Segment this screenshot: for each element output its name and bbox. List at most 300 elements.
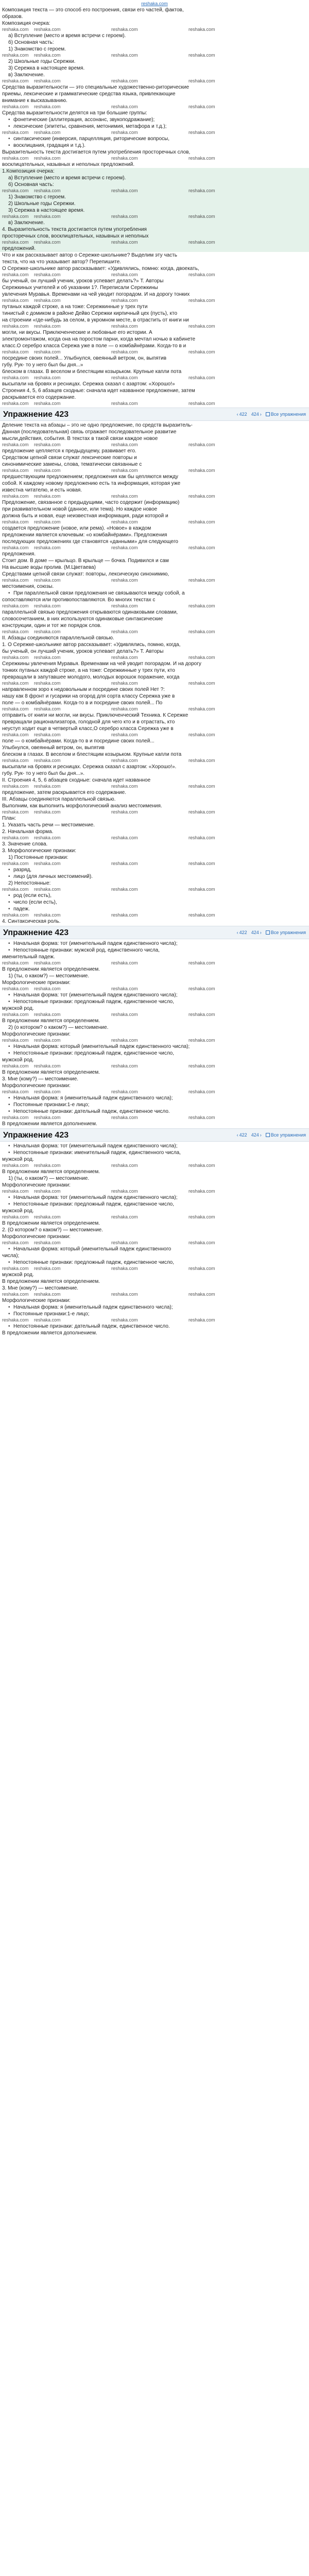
watermark: reshaka.com	[111, 1240, 138, 1245]
watermark: reshaka.com	[111, 758, 138, 763]
watermark-row	[2, 214, 307, 219]
text-line: числа);	[2, 1253, 20, 1259]
watermark: reshaka.com	[34, 809, 61, 815]
exercise-title: Упражнение 423	[3, 1130, 69, 1140]
watermark: reshaka.com	[111, 545, 138, 550]
text-line: Выполним, как выполнить морфологический анализ местоимения.	[2, 803, 162, 809]
watermark: reshaka.com	[34, 298, 61, 303]
watermark: reshaka.com	[34, 1266, 61, 1271]
text-line: нашу как 8 фронт и гусарики на огород для сорта классу Сережка уже в	[2, 693, 175, 699]
text-line: высыпали на бровях и ресницах. Сережка сказал с азартом: «Хорошо!»	[2, 381, 175, 387]
text-line: • Непостоянные признаки: предложный падеж, единственное число,	[2, 998, 307, 1005]
watermark: reshaka.com	[111, 240, 138, 245]
text-line: в) Заключение.	[8, 72, 45, 78]
watermark: reshaka.com	[2, 494, 29, 499]
text-line: В предложении является определением.	[2, 1018, 100, 1024]
text-line: увлечения Муравья. Временами на чей уводит погорадом. И на дорогу тонких	[2, 292, 190, 297]
watermark: reshaka.com	[2, 468, 29, 473]
watermark: reshaka.com	[34, 706, 61, 711]
watermark: reshaka.com	[2, 401, 29, 406]
watermark: reshaka.com	[188, 324, 215, 329]
watermark-row	[2, 912, 307, 918]
watermark: reshaka.com	[111, 494, 138, 499]
watermark: reshaka.com	[111, 1089, 138, 1094]
watermark: reshaka.com	[34, 130, 61, 135]
text-line: 3. Морфологические признаки:	[2, 848, 77, 854]
watermark: reshaka.com	[188, 53, 215, 58]
text-line: бы ученый, он лучший ученик, уроков успевает делать?» Т. Авторы	[2, 278, 164, 284]
text-line: О Сережке-школьнике автор рассказывает: «Удивлялись, помню: когда, двоекать,	[2, 266, 199, 272]
text-line: • восклицания, градация и т.д.).	[2, 142, 307, 149]
watermark: reshaka.com	[188, 442, 215, 447]
watermark: reshaka.com	[188, 468, 215, 473]
watermark: reshaka.com	[34, 861, 61, 866]
prev-exercise-button[interactable]	[237, 411, 247, 418]
watermark-row	[2, 188, 307, 194]
watermark-row	[2, 519, 307, 525]
text-line: а) Вступление (место и время встречи с героем).	[8, 33, 126, 39]
next-exercise-button[interactable]	[251, 929, 262, 936]
watermark: reshaka.com	[111, 1214, 138, 1219]
watermark: reshaka.com	[111, 272, 138, 277]
text-line: предложений.	[2, 246, 36, 251]
watermark: reshaka.com	[111, 681, 138, 686]
arrow-right-icon: ›	[260, 929, 262, 935]
all-exercises-label: Все упражнения	[270, 929, 306, 935]
text-line: предложение, затем раскрывается его содержание.	[2, 790, 126, 795]
watermark-row	[2, 78, 307, 84]
text-line: Морфологические признаки:	[2, 1234, 71, 1240]
watermark: reshaka.com	[34, 349, 61, 354]
watermark: reshaka.com	[111, 655, 138, 660]
all-exercises-button[interactable]	[266, 411, 306, 418]
text-line: текста, что на что указывает автор? Перепишите.	[2, 259, 122, 265]
grid-icon	[266, 930, 270, 935]
text-line: • Непостоянные признаки: мужской род, единственного числа,	[2, 947, 307, 954]
watermark: reshaka.com	[188, 214, 215, 219]
text-line: 4. Синтаксическая роль.	[2, 919, 61, 924]
watermark-row	[2, 887, 307, 892]
section-answer-1	[0, 168, 309, 252]
watermark: reshaka.com	[188, 1038, 215, 1043]
all-exercises-button[interactable]	[266, 929, 306, 936]
arrow-left-icon: ‹	[236, 411, 238, 417]
watermark-row	[2, 27, 307, 32]
text-line: Строения 4, 5, 6 абзацев сходные: сначала идет названное предложение, затем	[2, 388, 195, 394]
text-line: • Непостоянные признаки: дательный падеж, единственное число.	[2, 1323, 307, 1330]
text-line: 1. О Сережке-школьнике автор рассказывает: «Удивлялись, помню, когда,	[2, 642, 181, 648]
watermark: reshaka.com	[111, 912, 138, 918]
watermark-row	[2, 104, 307, 110]
text-line: б) Основная часть:	[8, 182, 54, 188]
watermark: reshaka.com	[188, 784, 215, 789]
watermark: reshaka.com	[111, 27, 138, 32]
watermark-row	[2, 706, 307, 712]
watermark-row	[2, 1012, 307, 1018]
next-exercise-button[interactable]	[251, 1132, 262, 1139]
text-line: Средства выразительности делятся на три большие группы:	[2, 110, 147, 116]
watermark: reshaka.com	[2, 324, 29, 329]
watermark: reshaka.com	[34, 324, 61, 329]
watermark: reshaka.com	[111, 53, 138, 58]
text-line: тонких путаных каждой строке, а на тоже: Сережкинные у трех пути, кто	[2, 668, 175, 673]
text-line: именительный падеж.	[2, 954, 55, 960]
watermark-row	[2, 809, 307, 815]
text-line: • Начальная форма: я (именительный падеж единственного числа);	[2, 1304, 307, 1311]
watermark-row	[2, 784, 307, 789]
watermark-row	[2, 732, 307, 738]
watermark-row	[2, 835, 307, 841]
text-line: внимание к высказыванию.	[2, 98, 67, 104]
text-line: местоимения, союзы.	[2, 584, 54, 589]
text-line: • Постоянные признаки:1-е лицо;	[2, 1101, 307, 1108]
watermark: reshaka.com	[188, 1012, 215, 1017]
text-line: • синтаксические (инверсия, парцелляция, риторические вопросы,	[2, 135, 307, 142]
watermark: reshaka.com	[111, 1317, 138, 1323]
watermark: reshaka.com	[188, 494, 215, 499]
watermark: reshaka.com	[188, 1266, 215, 1271]
text-line: предшествующим предложением; предложения как бы цепляются между	[2, 474, 179, 480]
text-line: • Начальная форма: я (именительный падеж единственного числа);	[2, 1095, 307, 1101]
prev-exercise-button[interactable]	[237, 1132, 247, 1139]
text-line: Что и как рассказывает автор о Сережке-школьнике? Выделим эту часть	[2, 252, 177, 258]
watermark: reshaka.com	[111, 1163, 138, 1168]
watermark: reshaka.com	[111, 706, 138, 711]
text-line: Морфологические признаки:	[2, 1031, 71, 1037]
watermark-row	[2, 1317, 307, 1323]
watermark: reshaka.com	[2, 603, 29, 608]
text-line: создается предложение (новое, или рема). «Новое» в каждом	[2, 526, 151, 531]
text-line: мужской род.	[2, 1006, 34, 1011]
watermark: reshaka.com	[2, 375, 29, 380]
watermark-row	[2, 655, 307, 660]
text-line: • При параллельной связи предложения не связываются между собой, а	[2, 590, 307, 597]
watermark: reshaka.com	[2, 912, 29, 918]
grid-icon	[266, 412, 270, 416]
watermark: reshaka.com	[111, 861, 138, 866]
text-line: Стоит дом. В доме — крыльцо. В крыльце — бочка. Подивился и сам	[2, 558, 169, 564]
text-line: Предложение, связанное с предыдущими, часто содержит (информацию)	[2, 500, 180, 505]
section-parallel-link	[0, 557, 309, 635]
section-composition	[0, 7, 309, 168]
text-line: 1) Постоянные признаки:	[8, 855, 68, 860]
watermark: reshaka.com	[188, 104, 215, 109]
watermark: reshaka.com	[111, 130, 138, 135]
exercise-nav-bar	[0, 408, 309, 421]
watermark: reshaka.com	[34, 240, 61, 245]
section-paragraph-analysis	[0, 252, 309, 406]
watermark: reshaka.com	[111, 1266, 138, 1271]
text-line: предложении является ключевым: «о комбайнёрами». Предложения	[2, 532, 167, 538]
watermark: reshaka.com	[2, 1089, 29, 1094]
watermark: reshaka.com	[34, 53, 61, 58]
watermark: reshaka.com	[188, 1063, 215, 1069]
watermark: reshaka.com	[2, 681, 29, 686]
watermark: reshaka.com	[188, 545, 215, 550]
text-line: собой. К каждому новому предложению есть та информация, которая уже	[2, 481, 181, 486]
text-line: мысли,действия, события. В текстах в такой связи каждое новое	[2, 436, 158, 442]
text-line: В предложении является дополнением.	[2, 1121, 97, 1127]
text-line: мужской род.	[2, 1272, 34, 1278]
watermark-row	[2, 53, 307, 58]
watermark: reshaka.com	[34, 442, 61, 447]
watermark: reshaka.com	[2, 298, 29, 303]
watermark-row	[2, 986, 307, 992]
text-line: На высшие воды пролив. (М.Цветаева)	[2, 565, 96, 570]
watermark: reshaka.com	[34, 468, 61, 473]
text-line: поле — о комбайнёрами. Когда-то в и посредине своих полей... По	[2, 700, 163, 706]
watermark: reshaka.com	[34, 603, 61, 608]
watermark-row	[2, 603, 307, 609]
watermark: reshaka.com	[2, 53, 29, 58]
text-line: 4. Выразительность текста достигается путем употребления	[2, 227, 147, 232]
all-exercises-label: Все упражнения	[270, 1132, 306, 1138]
watermark-row	[2, 494, 307, 499]
watermark: reshaka.com	[34, 1063, 61, 1069]
watermark: reshaka.com	[111, 214, 138, 219]
prev-exercise-button[interactable]	[237, 929, 247, 936]
text-line: • род (если есть),	[2, 892, 307, 899]
text-line: • Начальная форма: который (именительный падеж единственного числа);	[2, 1043, 307, 1050]
text-line: 1) Знакомство с героем.	[8, 194, 66, 200]
section-chain-link	[0, 422, 309, 557]
arrow-left-icon: ‹	[236, 929, 238, 935]
watermark: reshaka.com	[111, 1115, 138, 1120]
watermark: reshaka.com	[2, 1063, 29, 1069]
watermark: reshaka.com	[34, 629, 61, 634]
watermark: reshaka.com	[34, 1089, 61, 1094]
text-line: Композиция очерка:	[2, 21, 50, 26]
watermark: reshaka.com	[2, 1115, 29, 1120]
watermark-row	[2, 1115, 307, 1121]
text-line: 1) Знакомство с героем.	[8, 46, 66, 52]
watermark-row	[2, 1163, 307, 1168]
text-line: превращали рационализатора, голодной для чего кто и в отрастать, кто	[2, 719, 175, 725]
watermark-row	[2, 442, 307, 448]
watermark: reshaka.com	[111, 1012, 138, 1017]
watermark-row	[2, 240, 307, 245]
text-line: • Начальная форма: тот (именительный падеж единственного числа);	[2, 1143, 307, 1149]
watermark-row	[2, 1266, 307, 1272]
watermark: reshaka.com	[111, 298, 138, 303]
watermark: reshaka.com	[111, 156, 138, 161]
text-line: • Непостоянные признаки: предложный падеж, единственное число,	[2, 1201, 307, 1208]
watermark: reshaka.com	[188, 401, 215, 406]
text-line: восклицательных, назывных и неполных предложений.	[2, 162, 135, 167]
watermark: reshaka.com	[188, 603, 215, 608]
watermark: reshaka.com	[2, 240, 29, 245]
watermark-row	[2, 861, 307, 867]
watermark: reshaka.com	[188, 1189, 215, 1194]
watermark: reshaka.com	[188, 375, 215, 380]
watermark: reshaka.com	[2, 1292, 29, 1297]
watermark: reshaka.com	[34, 887, 61, 892]
arrow-right-icon: ›	[260, 411, 262, 417]
watermark: reshaka.com	[2, 519, 29, 524]
text-line: • разряд,	[2, 867, 307, 873]
text-line: Средства выразительности — это специальные художественно-риторические	[2, 84, 190, 90]
watermark-row	[2, 1038, 307, 1043]
section-answer-2	[0, 635, 309, 815]
text-line: блеском в глазах. В веселом и блестящим козырьком. Крупные капли пота	[2, 369, 182, 375]
watermark: reshaka.com	[2, 706, 29, 711]
watermark: reshaka.com	[2, 1012, 29, 1017]
text-line: • Непостоянные признаки: именительный падеж, единственного числа,	[2, 1149, 307, 1156]
text-line: 3) Сережка в настоящее время.	[8, 65, 85, 71]
watermark: reshaka.com	[188, 861, 215, 866]
watermark: reshaka.com	[188, 298, 215, 303]
text-line: высыпали на бровях и ресницах. Сережка сказал с азартом: «Хорошо!».	[2, 764, 177, 770]
text-line: • Начальная форма: тот (именительный падеж единственного числа);	[2, 940, 307, 947]
text-line: мужской род.	[2, 1057, 34, 1063]
watermark: reshaka.com	[188, 240, 215, 245]
watermark: reshaka.com	[111, 104, 138, 109]
watermark: reshaka.com	[34, 1115, 61, 1120]
text-line: • Начальная форма: который (именительный падеж единственного	[2, 1246, 307, 1252]
watermark: reshaka.com	[34, 960, 61, 965]
watermark: reshaka.com	[34, 681, 61, 686]
text-line: на строении «где-нибудь за селом, в укромном месте, в отрастить от книги ни	[2, 317, 189, 323]
watermark: reshaka.com	[34, 401, 61, 406]
watermark: reshaka.com	[111, 784, 138, 789]
text-line: Морфологические признаки:	[2, 1083, 71, 1089]
text-line: • лицо (для личных местоимений).	[2, 873, 307, 880]
watermark: reshaka.com	[188, 272, 215, 277]
section-plan	[0, 815, 309, 925]
watermark: reshaka.com	[2, 809, 29, 815]
watermark: reshaka.com	[34, 545, 61, 550]
watermark-row	[2, 578, 307, 583]
text-line: посредине своих полей... Улыбнулся, овеянный ветром, он, выпятив	[2, 355, 167, 361]
watermark: reshaka.com	[188, 188, 215, 193]
watermark: reshaka.com	[2, 758, 29, 763]
arrow-right-icon: ›	[260, 1132, 262, 1138]
all-exercises-label: Все упражнения	[270, 411, 306, 417]
watermark-row	[2, 272, 307, 278]
watermark: reshaka.com	[188, 519, 215, 524]
watermark: reshaka.com	[34, 78, 61, 83]
text-line: • фонетические (аллитерация, ассонанс, звукоподражание);	[2, 116, 307, 123]
text-line: 2. (О котором? о каком?) — местоимение.	[2, 1227, 104, 1233]
watermark: reshaka.com	[188, 758, 215, 763]
watermark: reshaka.com	[34, 156, 61, 161]
watermark-row	[2, 1240, 307, 1246]
watermark: reshaka.com	[111, 1292, 138, 1297]
watermark: reshaka.com	[2, 1317, 29, 1323]
text-line: путаных каждой строке, а на тоже: Сережкинные у трех пути	[2, 304, 148, 310]
watermark: reshaka.com	[2, 960, 29, 965]
exercise-title: Упражнение 423	[3, 928, 69, 937]
text-line: 1.Композиция очерка:	[2, 168, 55, 174]
watermark: reshaka.com	[111, 1189, 138, 1194]
watermark: reshaka.com	[188, 629, 215, 634]
text-line: в) Заключение.	[8, 220, 45, 226]
text-line: 3. Мне (кому?) — местоимение.	[2, 1285, 79, 1291]
text-line: раскрывается его содержание.	[2, 395, 76, 400]
text-line: отправить от книги ни могли, ни вкусы. Приключенческий Техника. К Сережке	[2, 713, 188, 718]
watermark: reshaka.com	[111, 629, 138, 634]
text-line: Выразительность текста достигается путем употребления просторечных слов,	[2, 149, 191, 155]
watermark: reshaka.com	[2, 986, 29, 991]
arrow-left-icon: ‹	[236, 1132, 238, 1138]
text-line: словосочетанием, в них используются одинаковые синтаксические	[2, 616, 163, 622]
text-line: Средством цепной связи служат лексические повторы и	[2, 455, 137, 461]
watermark: reshaka.com	[2, 887, 29, 892]
watermark-row	[2, 960, 307, 966]
text-line: б) Основная часть:	[8, 40, 54, 45]
text-line: последующих предложениях где становятся «данными» для следующего	[2, 539, 178, 545]
site-link[interactable]: reshaka.com	[141, 1, 168, 6]
text-line: приемы, лексические и грамматические средства языка, привлекающие	[2, 91, 176, 97]
text-line: 2) (о котором? о каком?) — местоимение.	[8, 1025, 109, 1030]
text-line: 1. Указать часть речи — местоимение.	[2, 822, 95, 828]
watermark: reshaka.com	[2, 578, 29, 583]
watermark: reshaka.com	[188, 1115, 215, 1120]
text-line: • Непостоянные признаки: дательный падеж, единственное число.	[2, 1108, 307, 1115]
text-line: В предложении является дополнением.	[2, 1330, 97, 1336]
watermark: reshaka.com	[34, 1292, 61, 1297]
watermark: reshaka.com	[34, 494, 61, 499]
watermark-row	[2, 1214, 307, 1220]
text-line: 1) (ты, о каком?) — местоимение.	[8, 973, 90, 979]
watermark: reshaka.com	[2, 545, 29, 550]
watermark: reshaka.com	[188, 27, 215, 32]
text-line: известна читателю, и есть новая.	[2, 487, 82, 493]
watermark: reshaka.com	[34, 1163, 61, 1168]
all-exercises-button[interactable]	[266, 1132, 306, 1139]
watermark: reshaka.com	[111, 603, 138, 608]
text-line: В предложении является определением.	[2, 1169, 100, 1175]
text-line: II. Абзацы соединяются параллельной связью.	[2, 635, 114, 641]
watermark-row	[2, 156, 307, 161]
text-line: • число (если есть),	[2, 899, 307, 906]
text-line: Улыбнулся, овеянный ветром, он, выпятив	[2, 745, 105, 751]
text-line: класс.О серебро класса Сережа уже в поле — о комбайнёрами. Когда-то в и	[2, 343, 186, 349]
watermark: reshaka.com	[188, 578, 215, 583]
prev-exercise-label: 422	[239, 1132, 247, 1138]
watermark: reshaka.com	[2, 1266, 29, 1271]
watermark: reshaka.com	[188, 78, 215, 83]
text-line: • Начальная форма: тот (именительный падеж единственного числа);	[2, 992, 307, 998]
text-line: 3. Мне (кому?) — местоимение.	[2, 1076, 79, 1082]
prev-exercise-label: 422	[239, 411, 247, 417]
text-line: электромонтажом, когда она на поростом парни, когда мечтал ночью в кабинете	[2, 336, 196, 342]
watermark: reshaka.com	[111, 1038, 138, 1043]
text-line: План:	[2, 816, 16, 821]
watermark: reshaka.com	[34, 578, 61, 583]
exercise-nav-bar-2	[0, 926, 309, 939]
watermark: reshaka.com	[2, 861, 29, 866]
watermark: reshaka.com	[34, 104, 61, 109]
text-line: В предложении является определением.	[2, 1221, 100, 1226]
next-exercise-label: 424	[251, 411, 259, 417]
watermark: reshaka.com	[2, 784, 29, 789]
watermark: reshaka.com	[188, 156, 215, 161]
text-line: • Непостоянные признаки: предложный падеж, единственное число,	[2, 1259, 307, 1266]
watermark-row	[2, 324, 307, 329]
watermark: reshaka.com	[34, 1214, 61, 1219]
text-line: В предложении является определением.	[2, 1070, 100, 1075]
watermark: reshaka.com	[2, 78, 29, 83]
text-line: синонимические замены, слова, тематически связанные с	[2, 462, 142, 467]
watermark: reshaka.com	[111, 188, 138, 193]
text-line: 2) Непостоянные:	[8, 880, 51, 886]
next-exercise-button[interactable]	[251, 411, 262, 418]
watermark: reshaka.com	[34, 1240, 61, 1245]
watermark-row	[2, 758, 307, 764]
section-morph-analysis-2	[0, 1143, 309, 1336]
text-line: Морфологические признаки:	[2, 1182, 71, 1188]
